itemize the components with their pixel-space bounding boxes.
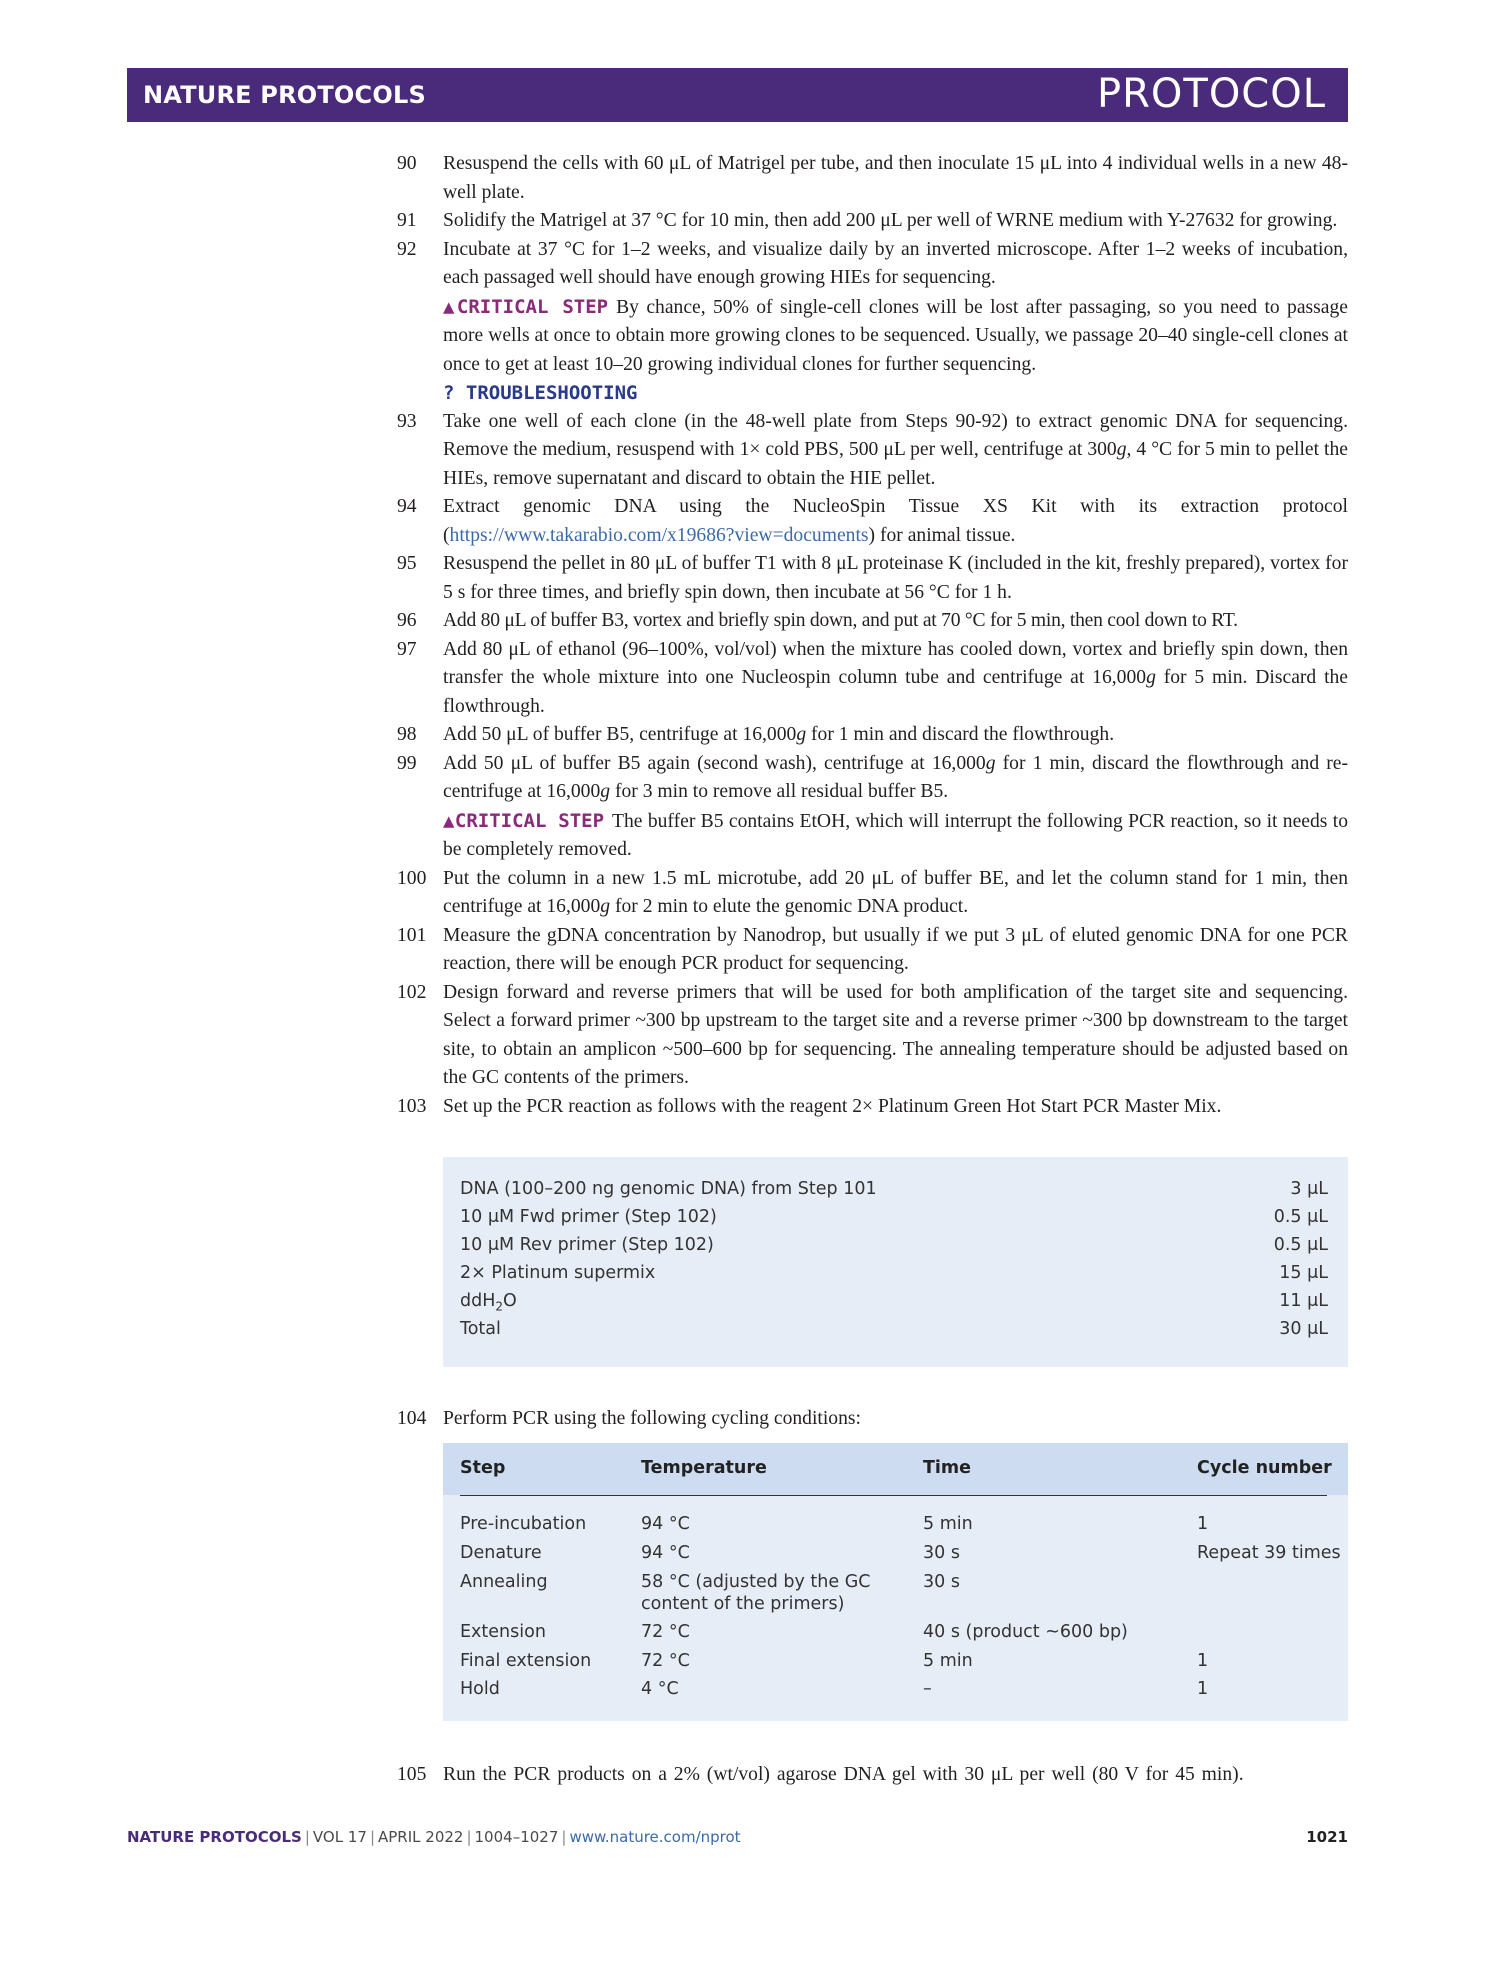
- step-text: Set up the PCR reaction as follows with the reagent 2× Platinum Green Hot Start PCR Master Mix.: [443, 1095, 1222, 1117]
- footer-separator: |: [466, 1828, 472, 1846]
- page-number: 1021: [1306, 1828, 1348, 1846]
- step-number: 99: [397, 752, 417, 774]
- unit-g: g: [796, 724, 807, 745]
- cell-temperature: 4 °C: [641, 1679, 679, 1699]
- step-99: [397, 750, 1348, 865]
- step-number: 100: [397, 867, 427, 889]
- article-type: PROTOCOL: [1096, 71, 1326, 117]
- step-text: Resuspend the cells with 60 μL of Matrigel per tube, and then inoculate 15 μL into 4 individual wells in a new 48-well plate.: [443, 153, 1348, 203]
- reagent-amount: 15 μL: [1279, 1263, 1328, 1283]
- procedure-steps: [397, 150, 1348, 1121]
- page-footer: [127, 1828, 1348, 1846]
- critical-step-note: [443, 807, 1348, 865]
- table-row: [460, 1291, 1328, 1317]
- step-number: 101: [397, 924, 427, 946]
- footer-url-link[interactable]: www.nature.com/nprot: [569, 1828, 741, 1846]
- step-number: 104: [397, 1408, 427, 1429]
- text-segment: , 4 °C for 5 min to pellet the HIEs, remove supernatant and discard to obtain the HIE pellet.: [443, 439, 1348, 489]
- step-98: [397, 721, 1348, 750]
- critical-step-label: ▲CRITICAL STEP: [443, 295, 609, 318]
- unit-g: g: [600, 781, 611, 802]
- text-segment: for 1 min, discard the flowthrough and re-centrifuge at 16,000: [443, 752, 1348, 802]
- reagent-name: 10 μM Rev primer (Step 102): [460, 1235, 714, 1255]
- text-segment: for 5 min. Discard the flowthrough.: [443, 667, 1349, 717]
- reagent-name: 2× Platinum supermix: [460, 1263, 656, 1283]
- reagent-amount: 0.5 μL: [1273, 1235, 1328, 1255]
- footer-volume: VOL 17: [312, 1828, 367, 1846]
- reagent-name: DNA (100–200 ng genomic DNA) from Step 101: [460, 1179, 877, 1199]
- step-text: Resuspend the pellet in 80 μL of buffer T1 with 8 μL proteinase K (included in the kit, freshly prepared), vortex for 5 s for three times, and briefly spin down, then incubate at 56 °C for 1 h.: [443, 553, 1348, 603]
- cell-temperature: 94 °C: [641, 1543, 690, 1563]
- step-94: [397, 493, 1348, 550]
- cell-cycles: 1: [1197, 1679, 1209, 1699]
- text-segment: Extract genomic DNA using the NucleoSpin Tissue XS Kit with its extraction protocol (: [443, 496, 1348, 546]
- text-segment: Put the column in a new 1.5 mL microtube, add 20 μL of buffer BE, and let the column stand for 1 min, then centrifuge at 16,000: [443, 867, 1348, 917]
- step-90: [397, 150, 1348, 207]
- step-92: [397, 236, 1348, 408]
- cell-temperature: 72 °C: [641, 1622, 690, 1642]
- text-segment: Add 50 μL of buffer B5 again (second wash), centrifuge at 16,000: [443, 752, 986, 774]
- table-header: [443, 1443, 1348, 1495]
- footer-separator: |: [561, 1828, 567, 1846]
- critical-step-text: The buffer B5 contains EtOH, which will interrupt the following PCR reaction, so it needs to be completely removed.: [443, 810, 1348, 860]
- page-header: [127, 68, 1348, 122]
- text-segment: O: [503, 1291, 517, 1311]
- reagent-name: [460, 1291, 517, 1317]
- footer-journal: NATURE PROTOCOLS: [127, 1828, 302, 1846]
- step-105: [397, 1761, 1348, 1790]
- step-number: 93: [397, 410, 417, 432]
- troubleshooting-label[interactable]: ? TROUBLESHOOTING: [443, 382, 638, 404]
- header-time: Time: [923, 1458, 972, 1478]
- step-text: Solidify the Matrigel at 37 °C for 10 min, then add 200 μL per well of WRNE medium with Y-27632 for growing.: [443, 210, 1338, 231]
- step-93: [397, 408, 1348, 494]
- journal-name: NATURE PROTOCOLS: [143, 81, 426, 109]
- subscript: 2: [495, 1299, 504, 1314]
- reagent-amount: 11 μL: [1279, 1291, 1328, 1311]
- text-segment: Add 50 μL of buffer B5, centrifuge at 16,000: [443, 724, 797, 745]
- footer-separator: |: [304, 1828, 310, 1846]
- procedure-steps-final: [397, 1761, 1348, 1790]
- reagent-amount: 0.5 μL: [1273, 1207, 1328, 1227]
- cell-time: 5 min: [923, 1514, 973, 1534]
- step-text: Incubate at 37 °C for 1–2 weeks, and visualize daily by an inverted microscope. After 1–2 weeks of incubation, each passaged well should have enough growing HIEs for sequencing.: [443, 238, 1348, 288]
- step-100: [397, 865, 1348, 922]
- step-number: 96: [397, 610, 417, 631]
- step-text: Run the PCR products on a 2% (wt/vol) agarose DNA gel with 30 μL per well (80 V for 45 min).: [443, 1764, 1244, 1785]
- reagent-amount: 3 μL: [1290, 1179, 1328, 1199]
- step-number: 91: [397, 210, 417, 231]
- step-number: 95: [397, 553, 417, 574]
- cell-step: Hold: [460, 1679, 500, 1699]
- cell-step: Extension: [460, 1622, 546, 1642]
- header-step: Step: [460, 1458, 506, 1478]
- unit-g: g: [1116, 439, 1127, 460]
- step-text: [443, 721, 1348, 750]
- procedure-steps-continued: [397, 1405, 1348, 1434]
- reagent-name: Total: [460, 1319, 501, 1339]
- text-segment: Add 80 μL of ethanol (96–100%, vol/vol) when the mixture has cooled down, vortex and briefly spin down, then transfer the whole mixture into one Nucleospin column tube and centrifuge at 16,000: [443, 638, 1348, 688]
- step-text: [443, 865, 1348, 922]
- unit-g: g: [1146, 667, 1156, 688]
- cell-step: Annealing: [460, 1572, 548, 1592]
- cell-temperature: 72 °C: [641, 1651, 690, 1671]
- footer-separator: |: [369, 1828, 375, 1846]
- protocol-link[interactable]: https://www.takarabio.com/x19686?view=documents: [449, 524, 869, 546]
- cell-cycles: 1: [1197, 1651, 1209, 1671]
- header-temperature: Temperature: [641, 1458, 767, 1478]
- unit-g: g: [985, 752, 996, 774]
- step-number: 105: [397, 1764, 427, 1785]
- step-text: [443, 493, 1348, 550]
- cell-step: Pre-incubation: [460, 1514, 587, 1534]
- reagent-amount: 30 μL: [1279, 1319, 1328, 1339]
- step-number: 98: [397, 724, 417, 745]
- table-row: [460, 1263, 1328, 1289]
- text-segment: for 3 min to remove all residual buffer B5.: [610, 781, 949, 802]
- critical-step-note: [443, 293, 1348, 380]
- cell-temperature: 58 °C (adjusted by the GC content of the primers): [641, 1572, 871, 1614]
- step-number: 103: [397, 1095, 427, 1117]
- cell-step: Denature: [460, 1543, 542, 1563]
- text-segment: Take one well of each clone (in the 48-well plate from Steps 90-92) to extract genomic DNA for sequencing. Remove the medium, resuspend with 1× cold PBS, 500 μL per well, centrifuge at 300: [443, 410, 1348, 460]
- step-text: Perform PCR using the following cycling conditions:: [443, 1408, 861, 1429]
- step-number: 102: [397, 981, 427, 1003]
- step-text: Add 80 μL of buffer B3, vortex and briefly spin down, and put at 70 °C for 5 min, then cool down to RT.: [443, 610, 1238, 631]
- cell-time: 40 s (product ~600 bp): [923, 1622, 1128, 1642]
- step-text: [443, 408, 1348, 494]
- step-102: [397, 979, 1348, 1093]
- cell-temperature: 94 °C: [641, 1514, 690, 1534]
- step-104: [397, 1405, 1348, 1434]
- critical-step-label: ▲CRITICAL STEP: [443, 809, 605, 832]
- step-text: [443, 750, 1348, 807]
- cell-time: 30 s: [923, 1572, 960, 1592]
- text-segment: for 2 min to elute the genomic DNA product.: [610, 896, 969, 917]
- text-segment: ) for animal tissue.: [868, 524, 1016, 546]
- step-number: 90: [397, 153, 417, 174]
- step-95: [397, 550, 1348, 607]
- pcr-cycling-table: [443, 1443, 1348, 1721]
- cell-time: 30 s: [923, 1543, 960, 1563]
- cell-step: Final extension: [460, 1651, 592, 1671]
- cell-cycles: Repeat 39 times: [1197, 1543, 1341, 1563]
- pcr-reaction-table: [443, 1157, 1348, 1367]
- cell-time: –: [923, 1679, 932, 1699]
- step-number: 92: [397, 238, 417, 260]
- text-segment: ddH: [460, 1291, 496, 1311]
- step-97: [397, 636, 1348, 722]
- step-103: [397, 1093, 1348, 1122]
- step-91: [397, 207, 1348, 236]
- table-row: [460, 1235, 1328, 1261]
- header-divider: [460, 1495, 1327, 1496]
- header-cycle-number: Cycle number: [1197, 1458, 1332, 1478]
- cell-cycles: 1: [1197, 1514, 1209, 1534]
- cell-time: 5 min: [923, 1651, 973, 1671]
- table-row: [460, 1179, 1328, 1205]
- reagent-name: 10 μM Fwd primer (Step 102): [460, 1207, 717, 1227]
- table-row: [460, 1319, 1328, 1345]
- step-number: 94: [397, 496, 417, 517]
- unit-g: g: [600, 896, 611, 917]
- step-number: 97: [397, 638, 417, 660]
- step-101: [397, 922, 1348, 979]
- step-text: Design forward and reverse primers that will be used for both amplification of the target site and sequencing. Select a forward primer ~300 bp upstream to the target site and a reverse primer ~300 bp downstream to the target site, to obtain an amplicon ~500–600 bp for sequencing. The annealing temperature should be adjusted based on the GC contents of the primers.: [443, 981, 1348, 1088]
- footer-date: APRIL 2022: [378, 1828, 464, 1846]
- footer-pages: 1004–1027: [474, 1828, 559, 1846]
- step-text: Measure the gDNA concentration by Nanodrop, but usually if we put 3 μL of eluted genomic DNA for one PCR reaction, there will be enough PCR product for sequencing.: [443, 924, 1348, 974]
- critical-step-text: By chance, 50% of single-cell clones will be lost after passaging, so you need to passage more wells at once to obtain more growing clones to be sequenced. Usually, we passage 20–40 single-cell clones at once to get at least 10–20 growing individual clones for further sequencing.: [443, 296, 1348, 375]
- text-segment: for 1 min and discard the flowthrough.: [806, 724, 1115, 745]
- step-96: [397, 607, 1348, 636]
- step-text: [443, 636, 1348, 722]
- table-row: [460, 1207, 1328, 1233]
